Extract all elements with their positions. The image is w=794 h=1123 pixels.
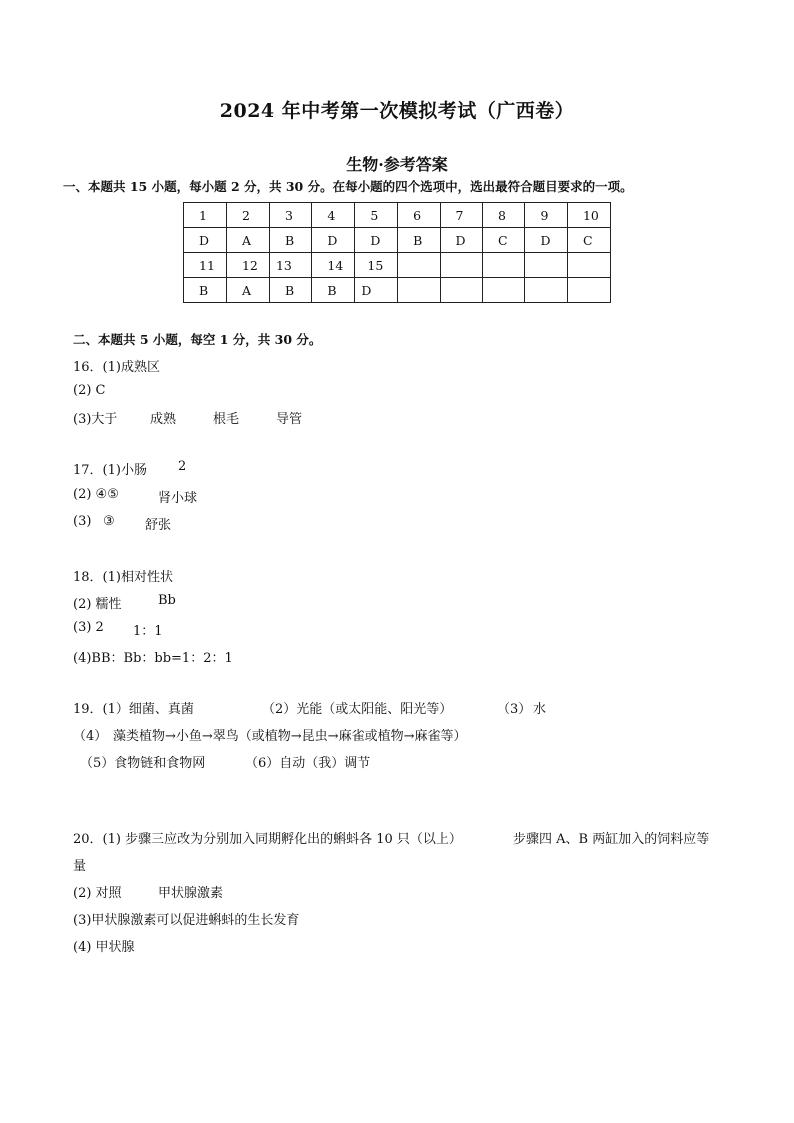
q16-line-3-part-2: 成熟	[150, 412, 177, 427]
q19-line-1-part-3: （3）	[497, 702, 532, 717]
q18-line-2-part-2: Bb	[158, 593, 176, 608]
q19-line-1-part-2: （2）光能（或太阳能、阳光等）	[262, 702, 453, 717]
page-title: 2024 年中考第一次模拟考试（广西卷）	[219, 100, 575, 122]
table-cell: 2	[226, 203, 269, 228]
answer-table	[183, 202, 611, 303]
table-cell: D	[312, 228, 355, 253]
table-cell: 12	[226, 253, 269, 278]
table-cell	[525, 253, 567, 278]
q20-line-2-part-1: (2) 对照	[73, 886, 122, 901]
section-2-heading: 二、本题共 5 小题，每空 1 分，共 30 分。	[73, 332, 322, 347]
table-cell: D	[184, 228, 227, 253]
q16-line-3-part-3: 根毛	[213, 412, 240, 427]
table-cell	[483, 278, 525, 303]
q18-line-1: 18．(1)相对性状	[73, 570, 173, 585]
table-cell: D	[355, 228, 398, 253]
table-cell: D	[525, 228, 567, 253]
table-cell: C	[567, 228, 610, 253]
table-row	[184, 278, 611, 303]
q17-line-3-part-3: 舒张	[145, 518, 172, 533]
q20-line-2-part-2: 甲状腺激素	[158, 886, 224, 901]
table-cell: D	[355, 278, 398, 303]
q19-line-1-part-1: 19．(1）细菌、真菌	[73, 702, 194, 717]
q20-line-1-part-2: 步骤四 A、B 两缸加入的饲料应等	[513, 832, 710, 847]
table-cell: 15	[355, 253, 398, 278]
table-cell: 4	[312, 203, 355, 228]
q16-line-1: 16．(1)成熟区	[73, 360, 160, 375]
table-cell: B	[184, 278, 227, 303]
q17-line-3-part-1: (3)	[73, 514, 92, 529]
table-cell: 6	[398, 203, 440, 228]
q17-line-1-part-2: 2	[178, 459, 187, 474]
table-cell: C	[483, 228, 525, 253]
table-cell: 14	[312, 253, 355, 278]
q20-line-4: (4) 甲状腺	[73, 940, 135, 955]
table-cell: 3	[269, 203, 311, 228]
table-cell: B	[312, 278, 355, 303]
q16-line-2: (2) C	[73, 383, 106, 398]
table-cell: A	[226, 228, 269, 253]
q18-line-3-part-1: (3) 2	[73, 620, 104, 635]
table-cell: B	[269, 228, 311, 253]
table-cell	[398, 278, 440, 303]
q19-line-2-part-2: 藻类植物→小鱼→翠鸟（或植物→昆虫→麻雀或植物→麻雀等）	[113, 729, 467, 744]
table-cell	[440, 253, 482, 278]
table-cell: B	[398, 228, 440, 253]
q20-line-1-part-1: 20．(1) 步骤三应改为分别加入同期孵化出的蝌蚪各 10 只（以上）	[73, 832, 462, 847]
q18-line-3-part-2: 1：1	[133, 624, 163, 639]
table-cell: B	[269, 278, 311, 303]
section-1-heading: 一、本题共 15 小题，每小题 2 分，共 30 分。在每小题的四个选项中，选出最符合题目要求的一项。	[63, 179, 633, 194]
table-cell	[440, 278, 482, 303]
q20-line-3: (3)甲状腺激素可以促进蝌蚪的生长发育	[73, 913, 300, 928]
q18-line-2-part-1: (2) 糯性	[73, 597, 122, 612]
table-cell	[525, 278, 567, 303]
q16-line-3-part-4: 导管	[276, 412, 303, 427]
q19-line-2-part-1: （4）	[73, 729, 108, 744]
table-cell	[567, 253, 610, 278]
q17-line-2-part-2: 肾小球	[158, 491, 198, 506]
q20-line-1-continuation: 量	[73, 859, 87, 874]
table-cell: 11	[184, 253, 227, 278]
table-cell: 7	[440, 203, 482, 228]
q16-line-3-part-1: (3)大于	[73, 412, 118, 427]
q19-line-3-part-1: （5）食物链和食物网	[80, 756, 206, 771]
table-row	[184, 253, 611, 278]
table-cell: D	[440, 228, 482, 253]
table-cell	[567, 278, 610, 303]
q17-line-1-part-1: 17．(1)小肠	[73, 463, 147, 478]
table-cell: 1	[184, 203, 227, 228]
q18-line-4: (4)BB：Bb：bb=1：2：1	[73, 651, 233, 666]
q19-line-1-part-4: 水	[533, 702, 547, 717]
q17-line-2-part-1: (2) ④⑤	[73, 487, 119, 502]
q19-line-3-part-2: （6）自动（我）调节	[245, 756, 371, 771]
table-cell	[398, 253, 440, 278]
table-cell: A	[226, 278, 269, 303]
table-cell: 13	[269, 253, 311, 278]
table-row	[184, 203, 611, 228]
table-cell: 10	[567, 203, 610, 228]
q17-line-3-part-2: ③	[103, 514, 115, 529]
table-cell	[483, 253, 525, 278]
table-cell: 8	[483, 203, 525, 228]
table-cell: 5	[355, 203, 398, 228]
page-subtitle: 生物·参考答案	[346, 155, 448, 174]
table-cell: 9	[525, 203, 567, 228]
table-row	[184, 228, 611, 253]
